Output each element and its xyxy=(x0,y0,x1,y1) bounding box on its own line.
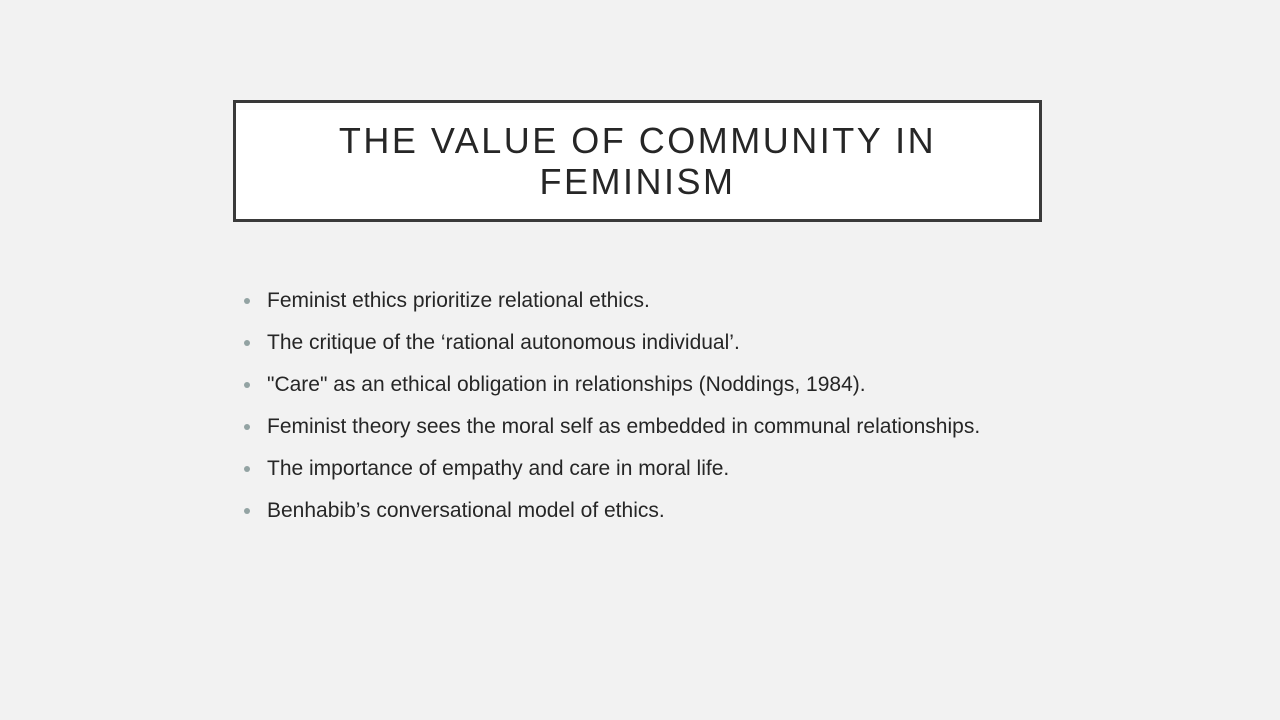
bullet-dot-icon xyxy=(244,340,250,346)
bullet-text: Feminist ethics prioritize relational ethics. xyxy=(267,289,650,312)
title-box xyxy=(233,100,1042,222)
bullet-item xyxy=(240,448,980,490)
bullet-dot-icon xyxy=(244,298,250,304)
bullet-dot-icon xyxy=(244,508,250,514)
bullet-text: The critique of the ‘rational autonomous individual’. xyxy=(267,331,740,354)
bullet-item xyxy=(240,490,980,532)
bullet-item xyxy=(240,364,980,406)
bullet-list xyxy=(240,280,980,532)
bullet-item xyxy=(240,322,980,364)
bullet-dot-icon xyxy=(244,424,250,430)
bullet-dot-icon xyxy=(244,466,250,472)
bullet-dot-icon xyxy=(244,382,250,388)
bullet-item xyxy=(240,280,980,322)
bullet-text: Feminist theory sees the moral self as embedded in communal relationships. xyxy=(267,415,981,438)
bullet-item xyxy=(240,406,980,448)
slide-title: THE VALUE OF COMMUNITY IN FEMINISM xyxy=(338,120,937,202)
bullet-text: Benhabib’s conversational model of ethics. xyxy=(267,499,665,522)
bullet-text: "Care" as an ethical obligation in relationships (Noddings, 1984). xyxy=(267,373,866,396)
bullet-text: The importance of empathy and care in moral life. xyxy=(267,457,730,480)
